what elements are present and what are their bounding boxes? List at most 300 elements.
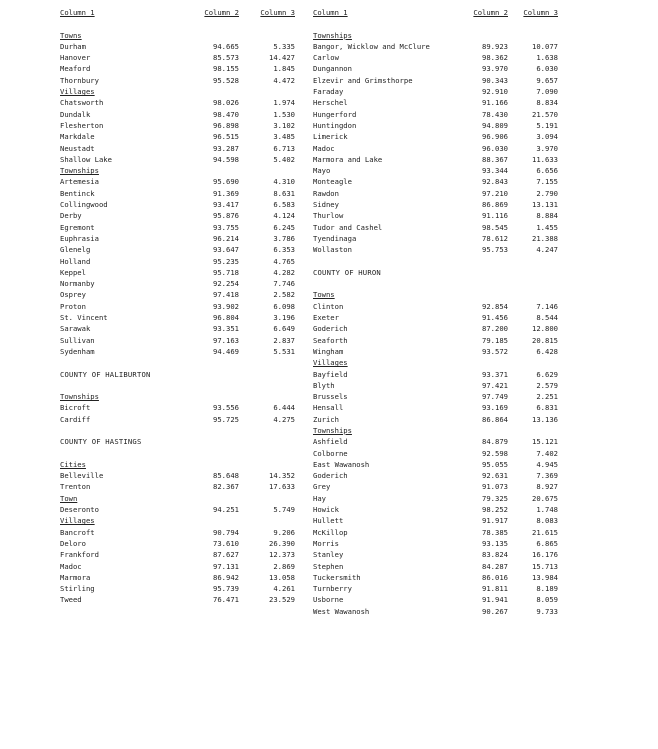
- column-2-value: 73.610: [213, 538, 239, 548]
- blank-row: [60, 425, 295, 436]
- column-3-value: 8.927: [536, 482, 558, 492]
- table-row: [313, 606, 558, 617]
- column-3-value: 6.428: [536, 346, 558, 356]
- column-2-value: 98.155: [213, 64, 239, 74]
- place-name: Thornbury: [60, 75, 99, 85]
- column-2-value: 93.647: [213, 245, 239, 255]
- right-table: [313, 7, 558, 617]
- column-2-value: 94.809: [482, 120, 508, 130]
- table-row: [313, 210, 558, 221]
- column-2-value: 95.753: [482, 245, 508, 255]
- column-3-value: 17.633: [269, 482, 295, 492]
- place-name: Turnberry: [313, 584, 352, 594]
- column-3-value: 4.310: [273, 177, 295, 187]
- column-3-value: 5.191: [536, 120, 558, 130]
- place-name: Blyth: [313, 380, 335, 390]
- place-name: Sidney: [313, 200, 339, 210]
- column-3-value: 20.675: [532, 493, 558, 503]
- heading-label: COUNTY OF HALIBURTON: [60, 369, 151, 379]
- column-2-value: 96.898: [213, 120, 239, 130]
- blank-row: [60, 357, 295, 368]
- place-name: Marmora: [60, 572, 91, 582]
- column-3-value: 5.749: [273, 505, 295, 515]
- column-3-value: 20.815: [532, 335, 558, 345]
- header-column-2: Column 2: [473, 8, 508, 17]
- column-3-value: 5.402: [273, 154, 295, 164]
- column-2-value: 95.725: [213, 414, 239, 424]
- column-3-value: 21.570: [532, 109, 558, 119]
- column-3-value: 6.713: [273, 143, 295, 153]
- column-2-value: 93.351: [213, 324, 239, 334]
- column-2-value: 95.690: [213, 177, 239, 187]
- table-row: [313, 504, 558, 515]
- column-3-value: 1.845: [273, 64, 295, 74]
- heading-label: Villages: [60, 516, 95, 526]
- place-name: Sydenham: [60, 346, 95, 356]
- column-3-value: 12.373: [269, 550, 295, 560]
- column-3-value: 21.615: [532, 527, 558, 537]
- place-name: Ashfield: [313, 437, 348, 447]
- column-2-value: 93.169: [482, 403, 508, 413]
- column-3-value: 9.657: [536, 75, 558, 85]
- table-row: [60, 154, 295, 165]
- blank-row: [60, 380, 295, 391]
- place-name: Wingham: [313, 346, 344, 356]
- header-column-1: Column 1: [60, 8, 95, 17]
- column-3-value: 8.631: [273, 188, 295, 198]
- column-3-value: 6.030: [536, 64, 558, 74]
- place-name: Stephen: [313, 561, 344, 571]
- place-name: Dungannon: [313, 64, 352, 74]
- place-name: Chatsworth: [60, 98, 104, 108]
- column-3-value: 2.582: [273, 290, 295, 300]
- column-2-value: 95.055: [482, 459, 508, 469]
- left-table-header: [60, 7, 295, 18]
- place-name: Derby: [60, 211, 82, 221]
- column-2-value: 97.749: [482, 392, 508, 402]
- place-name: Hanover: [60, 53, 91, 63]
- table-row: [313, 154, 558, 165]
- place-name: Holland: [60, 256, 91, 266]
- place-name: Elzevir and Grimsthorpe: [313, 75, 413, 85]
- column-3-value: 21.388: [532, 233, 558, 243]
- column-3-value: 6.444: [273, 403, 295, 413]
- column-3-value: 6.865: [536, 538, 558, 548]
- table-row: [60, 97, 295, 108]
- column-3-value: 4.275: [273, 414, 295, 424]
- column-2-value: 92.910: [482, 87, 508, 97]
- place-name: Hullett: [313, 516, 344, 526]
- column-2-value: 98.252: [482, 505, 508, 515]
- place-name: Deseronto: [60, 505, 99, 515]
- table-row: [313, 335, 558, 346]
- table-row: [313, 312, 558, 323]
- column-3-value: 4.124: [273, 211, 295, 221]
- table-row: [60, 301, 295, 312]
- column-3-value: 2.790: [536, 188, 558, 198]
- column-3-value: 5.531: [273, 346, 295, 356]
- place-name: Morris: [313, 538, 339, 548]
- table-row: [60, 131, 295, 142]
- section-heading: [60, 86, 295, 97]
- place-name: Belleville: [60, 471, 104, 481]
- column-2-value: 97.163: [213, 335, 239, 345]
- section-heading: [60, 459, 295, 470]
- column-2-value: 93.572: [482, 346, 508, 356]
- table-row: [313, 538, 558, 549]
- column-3-value: 4.945: [536, 459, 558, 469]
- heading-label: Villages: [313, 358, 348, 368]
- table-row: [60, 244, 295, 255]
- header-column-1: Column 1: [313, 8, 348, 17]
- column-2-value: 86.016: [482, 572, 508, 582]
- heading-label: Cities: [60, 459, 86, 469]
- column-2-value: 78.385: [482, 527, 508, 537]
- place-name: McKillop: [313, 527, 348, 537]
- header-column-3: Column 3: [523, 8, 558, 17]
- column-2-value: 93.135: [482, 538, 508, 548]
- section-heading: [60, 30, 295, 41]
- column-3-value: 11.633: [532, 154, 558, 164]
- column-3-value: 1.638: [536, 53, 558, 63]
- column-3-value: 2.251: [536, 392, 558, 402]
- column-2-value: 96.515: [213, 132, 239, 142]
- column-3-value: 7.369: [536, 471, 558, 481]
- place-name: Limerick: [313, 132, 348, 142]
- place-name: St. Vincent: [60, 313, 108, 323]
- section-heading: [60, 493, 295, 504]
- table-row: [313, 63, 558, 74]
- place-name: Stirling: [60, 584, 95, 594]
- blank-row: [313, 18, 558, 29]
- place-name: Hungerford: [313, 109, 357, 119]
- place-name: Egremont: [60, 222, 95, 232]
- place-name: Goderich: [313, 471, 348, 481]
- place-name: Normanby: [60, 279, 95, 289]
- place-name: Tweed: [60, 595, 82, 605]
- column-3-value: 15.121: [532, 437, 558, 447]
- column-3-value: 6.649: [273, 324, 295, 334]
- table-row: [313, 97, 558, 108]
- place-name: West Wawanosh: [313, 606, 370, 616]
- heading-label: Villages: [60, 87, 95, 97]
- column-3-value: 8.189: [536, 584, 558, 594]
- column-2-value: 91.369: [213, 188, 239, 198]
- column-3-value: 1.530: [273, 109, 295, 119]
- column-2-value: 95.528: [213, 75, 239, 85]
- section-heading: [60, 391, 295, 402]
- table-row: [313, 561, 558, 572]
- table-row: [60, 549, 295, 560]
- table-row: [60, 52, 295, 63]
- column-2-value: 85.573: [213, 53, 239, 63]
- table-row: [313, 380, 558, 391]
- column-2-value: 95.739: [213, 584, 239, 594]
- column-2-value: 95.876: [213, 211, 239, 221]
- table-row: [313, 176, 558, 187]
- column-2-value: 91.456: [482, 313, 508, 323]
- column-2-value: 86.942: [213, 572, 239, 582]
- place-name: Sarawak: [60, 324, 91, 334]
- place-name: Zurich: [313, 414, 339, 424]
- place-name: Durham: [60, 41, 86, 51]
- column-2-value: 96.906: [482, 132, 508, 142]
- column-3-value: 1.974: [273, 98, 295, 108]
- column-3-value: 7.146: [536, 301, 558, 311]
- table-row: [313, 109, 558, 120]
- place-name: Osprey: [60, 290, 86, 300]
- column-2-value: 91.811: [482, 584, 508, 594]
- column-2-value: 95.718: [213, 267, 239, 277]
- table-row: [60, 583, 295, 594]
- place-name: Flesherton: [60, 120, 104, 130]
- place-name: Marmora and Lake: [313, 154, 383, 164]
- place-name: Bentinck: [60, 188, 95, 198]
- column-2-value: 93.344: [482, 166, 508, 176]
- column-2-value: 90.794: [213, 527, 239, 537]
- table-row: [60, 538, 295, 549]
- column-2-value: 92.598: [482, 448, 508, 458]
- column-2-value: 97.421: [482, 380, 508, 390]
- header-column-2: Column 2: [204, 8, 239, 17]
- place-name: Proton: [60, 301, 86, 311]
- column-3-value: 13.136: [532, 414, 558, 424]
- place-name: East Wawanosh: [313, 459, 370, 469]
- column-2-value: 96.214: [213, 233, 239, 243]
- column-3-value: 13.131: [532, 200, 558, 210]
- column-2-value: 79.325: [482, 493, 508, 503]
- place-name: Bicroft: [60, 403, 91, 413]
- table-row: [60, 346, 295, 357]
- table-row: [313, 41, 558, 52]
- section-heading: [313, 425, 558, 436]
- table-row: [313, 594, 558, 605]
- column-2-value: 94.251: [213, 505, 239, 515]
- column-2-value: 93.371: [482, 369, 508, 379]
- column-2-value: 93.902: [213, 301, 239, 311]
- table-row: [60, 109, 295, 120]
- column-3-value: 4.765: [273, 256, 295, 266]
- table-row: [313, 86, 558, 97]
- place-name: Hay: [313, 493, 326, 503]
- table-row: [313, 583, 558, 594]
- column-2-value: 94.665: [213, 41, 239, 51]
- table-row: [60, 210, 295, 221]
- column-2-value: 92.254: [213, 279, 239, 289]
- column-2-value: 97.131: [213, 561, 239, 571]
- table-row: [313, 515, 558, 526]
- column-2-value: 89.923: [482, 41, 508, 51]
- place-name: Exeter: [313, 313, 339, 323]
- column-3-value: 2.869: [273, 561, 295, 571]
- heading-label: Townships: [313, 425, 352, 435]
- place-name: Huntingdon: [313, 120, 357, 130]
- column-2-value: 91.917: [482, 516, 508, 526]
- column-3-value: 8.083: [536, 516, 558, 526]
- heading-label: COUNTY OF HURON: [313, 267, 381, 277]
- table-row: [313, 459, 558, 470]
- column-3-value: 6.831: [536, 403, 558, 413]
- table-row: [313, 301, 558, 312]
- place-name: Tyendinaga: [313, 233, 357, 243]
- county-heading: [313, 267, 558, 278]
- table-row: [60, 481, 295, 492]
- section-heading: [60, 165, 295, 176]
- place-name: Clinton: [313, 301, 344, 311]
- column-3-value: 4.472: [273, 75, 295, 85]
- column-3-value: 7.155: [536, 177, 558, 187]
- table-row: [60, 75, 295, 86]
- county-heading: [60, 436, 295, 447]
- column-3-value: 8.059: [536, 595, 558, 605]
- column-3-value: 3.094: [536, 132, 558, 142]
- column-3-value: 23.529: [269, 595, 295, 605]
- column-2-value: 83.824: [482, 550, 508, 560]
- heading-label: Towns: [60, 30, 82, 40]
- place-name: Meaford: [60, 64, 91, 74]
- table-row: [60, 63, 295, 74]
- column-2-value: 78.612: [482, 233, 508, 243]
- place-name: Rawdon: [313, 188, 339, 198]
- place-name: Bancroft: [60, 527, 95, 537]
- table-row: [60, 572, 295, 583]
- place-name: Carlow: [313, 53, 339, 63]
- column-3-value: 5.335: [273, 41, 295, 51]
- table-row: [313, 165, 558, 176]
- place-name: Seaforth: [313, 335, 348, 345]
- table-row: [313, 527, 558, 538]
- heading-label: Towns: [313, 290, 335, 300]
- table-row: [313, 188, 558, 199]
- column-2-value: 78.430: [482, 109, 508, 119]
- column-2-value: 88.367: [482, 154, 508, 164]
- table-row: [313, 75, 558, 86]
- place-name: Monteagle: [313, 177, 352, 187]
- column-2-value: 91.166: [482, 98, 508, 108]
- place-name: Glenelg: [60, 245, 91, 255]
- column-2-value: 98.470: [213, 109, 239, 119]
- column-3-value: 7.402: [536, 448, 558, 458]
- column-2-value: 93.287: [213, 143, 239, 153]
- place-name: Sullivan: [60, 335, 95, 345]
- column-2-value: 95.235: [213, 256, 239, 266]
- column-3-value: 4.282: [273, 267, 295, 277]
- table-row: [60, 233, 295, 244]
- heading-label: Townships: [313, 30, 352, 40]
- table-row: [313, 470, 558, 481]
- table-row: [313, 244, 558, 255]
- column-2-value: 93.556: [213, 403, 239, 413]
- column-3-value: 3.970: [536, 143, 558, 153]
- place-name: Stanley: [313, 550, 344, 560]
- place-name: Mayo: [313, 166, 331, 176]
- table-row: [60, 594, 295, 605]
- table-row: [60, 504, 295, 515]
- table-row: [60, 278, 295, 289]
- place-name: Artemesia: [60, 177, 99, 187]
- place-name: Brussels: [313, 392, 348, 402]
- table-row: [60, 199, 295, 210]
- place-name: Neustadt: [60, 143, 95, 153]
- table-row: [313, 481, 558, 492]
- section-heading: [60, 515, 295, 526]
- column-2-value: 92.631: [482, 471, 508, 481]
- place-name: Wollaston: [313, 245, 352, 255]
- place-name: Markdale: [60, 132, 95, 142]
- heading-label: Townships: [60, 392, 99, 402]
- place-name: Bangor, Wicklow and McClure: [313, 41, 430, 51]
- place-name: Tudor and Cashel: [313, 222, 383, 232]
- table-row: [313, 369, 558, 380]
- table-row: [60, 335, 295, 346]
- table-row: [60, 312, 295, 323]
- table-row: [313, 323, 558, 334]
- table-row: [313, 493, 558, 504]
- column-3-value: 2.579: [536, 380, 558, 390]
- table-row: [60, 41, 295, 52]
- place-name: Goderich: [313, 324, 348, 334]
- column-3-value: 9.733: [536, 606, 558, 616]
- right-table-body: [313, 18, 558, 617]
- column-3-value: 6.245: [273, 222, 295, 232]
- column-2-value: 87.200: [482, 324, 508, 334]
- table-row: [313, 414, 558, 425]
- table-row: [60, 414, 295, 425]
- table-row: [60, 120, 295, 131]
- column-2-value: 93.755: [213, 222, 239, 232]
- column-2-value: 96.030: [482, 143, 508, 153]
- column-2-value: 98.545: [482, 222, 508, 232]
- column-2-value: 94.469: [213, 346, 239, 356]
- column-3-value: 6.583: [273, 200, 295, 210]
- table-row: [60, 256, 295, 267]
- column-3-value: 7.090: [536, 87, 558, 97]
- section-heading: [313, 30, 558, 41]
- column-3-value: 14.352: [269, 471, 295, 481]
- place-name: Howick: [313, 505, 339, 515]
- blank-row: [313, 256, 558, 267]
- blank-row: [60, 18, 295, 29]
- place-name: Shallow Lake: [60, 154, 112, 164]
- section-heading: [313, 357, 558, 368]
- column-3-value: 15.713: [532, 561, 558, 571]
- place-name: Usborne: [313, 595, 344, 605]
- table-row: [60, 188, 295, 199]
- place-name: Grey: [313, 482, 331, 492]
- blank-row: [60, 448, 295, 459]
- column-3-value: 6.656: [536, 166, 558, 176]
- place-name: Madoc: [313, 143, 335, 153]
- place-name: Tuckersmith: [313, 572, 361, 582]
- column-2-value: 96.804: [213, 313, 239, 323]
- column-2-value: 79.185: [482, 335, 508, 345]
- column-3-value: 1.455: [536, 222, 558, 232]
- table-row: [313, 52, 558, 63]
- table-row: [60, 222, 295, 233]
- table-row: [313, 222, 558, 233]
- heading-label: Townships: [60, 166, 99, 176]
- place-name: Colborne: [313, 448, 348, 458]
- table-row: [60, 176, 295, 187]
- county-heading: [60, 369, 295, 380]
- column-3-value: 6.353: [273, 245, 295, 255]
- table-row: [60, 289, 295, 300]
- place-name: Cardiff: [60, 414, 91, 424]
- place-name: Euphrasia: [60, 233, 99, 243]
- table-row: [313, 391, 558, 402]
- place-name: Thurlow: [313, 211, 344, 221]
- header-column-3: Column 3: [260, 8, 295, 17]
